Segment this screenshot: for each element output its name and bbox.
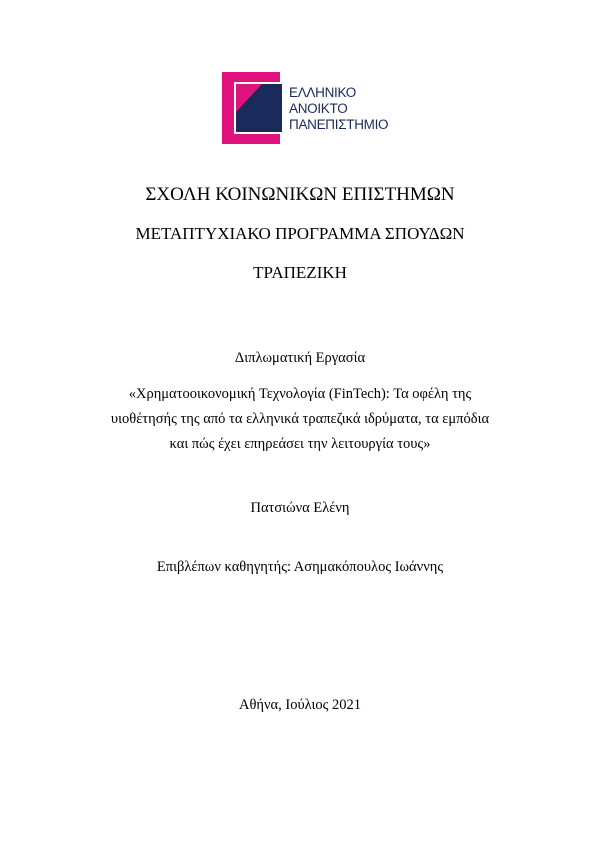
place-date: Αθήνα, Ιούλιος 2021 (238, 697, 362, 713)
thesis-title-line-2: υιοθέτησής της από τα ελληνικά τραπεζικά ιδρύματα, τα εμπόδια (110, 411, 490, 427)
logo-line-2: ΑΝΟΙΚΤΟ (289, 101, 348, 116)
author-name: Πατσιώνα Ελένη (250, 500, 350, 516)
logo-line-1: ΕΛΛΗΝΙΚΟ (289, 85, 356, 100)
thesis-title-line-3: και πώς έχει επηρεάσει την λειτουργία τους» (169, 436, 431, 452)
school-heading: ΣΧΟΛΗ ΚΟΙΝΩΝΙΚΩΝ ΕΠΙΣΤΗΜΩΝ (145, 184, 455, 205)
logo-mark-icon (222, 72, 288, 144)
specialization-heading: ΤΡΑΠΕΖΙΚΗ (253, 263, 347, 282)
thesis-title (60, 382, 540, 457)
program-heading: ΜΕΤΑΠΤΥΧΙΑΚΟ ΠΡΟΓΡΑΜΜΑ ΣΠΟΥΔΩΝ (135, 224, 465, 243)
thesis-title-line-1: «Χρηματοοικονομική Τεχνολογία (FinTech): Τα οφέλη της (128, 386, 472, 402)
university-logo (222, 72, 412, 144)
document-type: Διπλωματική Εργασία (234, 350, 366, 366)
supervisor-line: Επιβλέπων καθηγητής: Ασημακόπουλος Ιωάννης (156, 559, 444, 575)
logo-line-3: ΠΑΝΕΠΙΣΤΗΜΙΟ (289, 117, 389, 132)
